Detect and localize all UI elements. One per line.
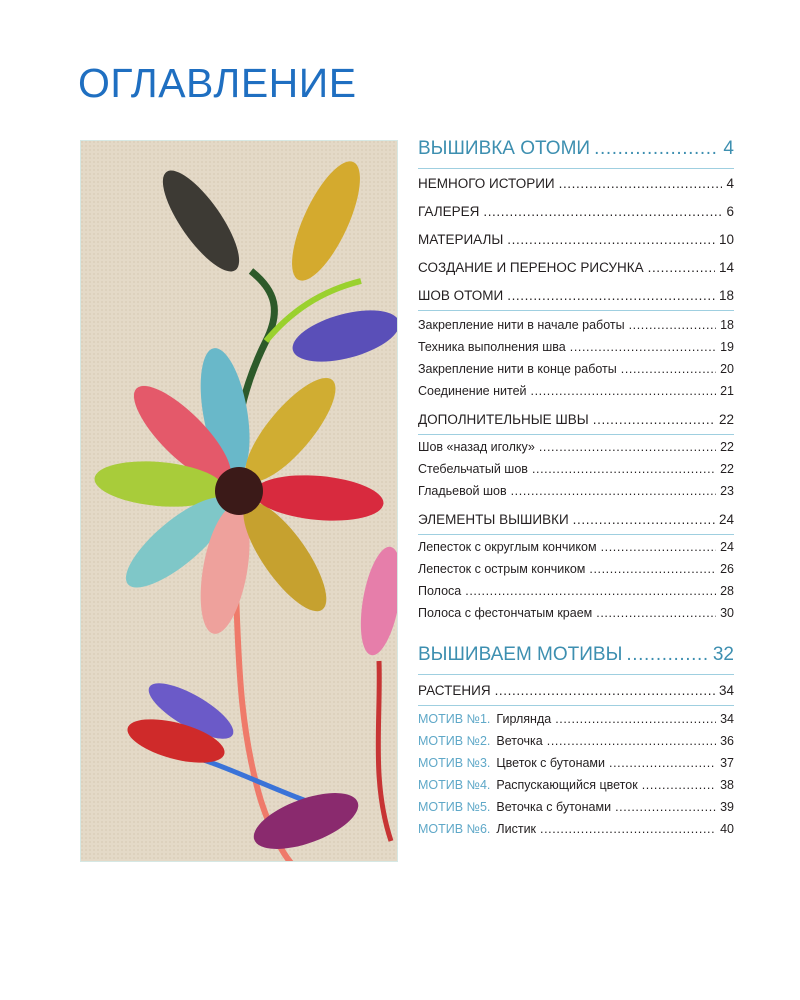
motif-number: МОТИВ №2.	[418, 734, 491, 748]
toc-page-number: 30	[720, 606, 734, 620]
toc-title: МАТЕРИАЛЫ	[418, 232, 504, 247]
toc-subsection[interactable]	[418, 683, 734, 698]
toc-subsection[interactable]	[418, 176, 734, 191]
toc-title: Закрепление нити в начале работы	[418, 318, 625, 332]
toc-page-number: 22	[720, 462, 734, 476]
toc-page-number: 34	[718, 683, 734, 698]
toc-title: Гладьевой шов	[418, 484, 507, 498]
dot-leader	[573, 512, 715, 527]
toc-page-number: 18	[720, 318, 734, 332]
dot-leader	[609, 756, 716, 770]
toc-item[interactable]	[418, 440, 734, 454]
toc-title: Лепесток с округлым кончиком	[418, 540, 597, 554]
divider	[418, 310, 734, 311]
toc-page-number: 22	[718, 412, 734, 427]
toc-page-number: 18	[718, 288, 734, 303]
toc-page-number: 23	[720, 484, 734, 498]
dot-leader	[601, 540, 717, 554]
toc-title: Гирлянда	[496, 712, 552, 726]
toc-item[interactable]	[418, 606, 734, 620]
dot-leader	[589, 562, 716, 576]
toc-title: Распускающийся цветок	[496, 778, 638, 792]
dot-leader	[495, 683, 715, 698]
dot-leader	[621, 362, 716, 376]
toc-page-number: 40	[720, 822, 734, 836]
toc-page-number: 24	[718, 512, 734, 527]
embroidery-illustration	[80, 140, 398, 862]
motif-number: МОТИВ №5.	[418, 800, 491, 814]
motif-number: МОТИВ №1.	[418, 712, 491, 726]
toc-title: Стебельчатый шов	[418, 462, 528, 476]
dot-leader	[596, 606, 716, 620]
dot-leader	[593, 412, 715, 427]
toc-title: СОЗДАНИЕ И ПЕРЕНОС РИСУНКА	[418, 260, 644, 275]
toc-page-number: 24	[720, 540, 734, 554]
toc-title: Техника выполнения шва	[418, 340, 566, 354]
toc-page-number: 39	[720, 800, 734, 814]
dot-leader	[559, 176, 723, 191]
motif-number: МОТИВ №4.	[418, 778, 491, 792]
toc-title: Веточка с бутонами	[496, 800, 612, 814]
toc-page-number: 6	[726, 204, 734, 219]
toc-page-number: 21	[720, 384, 734, 398]
dot-leader	[547, 734, 716, 748]
toc-page-number: 26	[720, 562, 734, 576]
toc-page-number: 32	[712, 644, 734, 665]
divider	[418, 674, 734, 675]
divider	[418, 705, 734, 706]
toc-item[interactable]	[418, 384, 734, 398]
dot-leader	[511, 484, 716, 498]
toc-title: ВЫШИВАЕМ МОТИВЫ	[418, 644, 623, 665]
toc-title: ВЫШИВКА ОТОМИ	[418, 138, 591, 159]
motif-number: МОТИВ №3.	[418, 756, 491, 770]
dot-leader	[594, 138, 719, 160]
dot-leader	[507, 232, 715, 247]
toc-page-number: 37	[720, 756, 734, 770]
toc-page-number: 36	[720, 734, 734, 748]
toc-subsection[interactable]	[418, 232, 734, 247]
toc-item[interactable]	[418, 756, 734, 770]
toc-page-number: 20	[720, 362, 734, 376]
toc-subsection[interactable]	[418, 512, 734, 527]
dot-leader	[465, 584, 716, 598]
toc-item[interactable]	[418, 362, 734, 376]
toc-title: Закрепление нити в конце работы	[418, 362, 617, 376]
dot-leader	[648, 260, 715, 275]
toc-page-number: 38	[720, 778, 734, 792]
toc-title: Полоса	[418, 584, 462, 598]
dot-leader	[507, 288, 715, 303]
toc-item[interactable]	[418, 462, 734, 476]
toc-page-number: 19	[720, 340, 734, 354]
motif-number: МОТИВ №6.	[418, 822, 491, 836]
divider	[418, 434, 734, 435]
dot-leader	[539, 440, 716, 454]
toc-page-number: 34	[720, 712, 734, 726]
toc-title: Лепесток с острым кончиком	[418, 562, 586, 576]
toc-item[interactable]	[418, 778, 734, 792]
toc-item[interactable]	[418, 822, 734, 836]
toc-section[interactable]	[418, 644, 734, 666]
dot-leader	[483, 204, 722, 219]
dot-leader	[629, 318, 717, 332]
toc-title: Цветок с бутонами	[496, 756, 605, 770]
toc-title: ШОВ ОТОМИ	[418, 288, 504, 303]
toc-item[interactable]	[418, 318, 734, 332]
toc-subsection[interactable]	[418, 412, 734, 427]
toc-subsection[interactable]	[418, 260, 734, 275]
divider	[418, 168, 734, 169]
toc-item[interactable]	[418, 540, 734, 554]
toc-title: Соединение нитей	[418, 384, 527, 398]
toc-page-number: 28	[720, 584, 734, 598]
toc-title: Шов «назад иголку»	[418, 440, 535, 454]
toc-title: ДОПОЛНИТЕЛЬНЫЕ ШВЫ	[418, 412, 589, 427]
toc-page-number: 4	[723, 138, 734, 159]
dot-leader	[615, 800, 716, 814]
toc-page-number: 14	[718, 260, 734, 275]
toc-section[interactable]	[418, 138, 734, 160]
toc-item[interactable]	[418, 562, 734, 576]
dot-leader	[570, 340, 716, 354]
dot-leader	[626, 644, 708, 666]
toc-title: Полоса с фестончатым краем	[418, 606, 593, 620]
toc-title: НЕМНОГО ИСТОРИИ	[418, 176, 555, 191]
toc-title: ЭЛЕМЕНТЫ ВЫШИВКИ	[418, 512, 569, 527]
toc-item[interactable]	[418, 712, 734, 726]
dot-leader	[642, 778, 716, 792]
dot-leader	[531, 384, 717, 398]
toc-page-number: 22	[720, 440, 734, 454]
toc-title: Веточка	[496, 734, 543, 748]
toc-item[interactable]	[418, 340, 734, 354]
embroidery-flower-image	[81, 141, 398, 862]
toc-page-number: 10	[718, 232, 734, 247]
toc-title: Листик	[496, 822, 537, 836]
toc-item[interactable]	[418, 584, 734, 598]
page-title: ОГЛАВЛЕНИЕ	[78, 60, 357, 106]
dot-leader	[555, 712, 716, 726]
toc-title: ГАЛЕРЕЯ	[418, 204, 480, 219]
toc-page-number: 4	[726, 176, 734, 191]
toc-item[interactable]	[418, 800, 734, 814]
toc-item[interactable]	[418, 734, 734, 748]
toc-subsection[interactable]	[418, 204, 734, 219]
dot-leader	[540, 822, 716, 836]
divider	[418, 534, 734, 535]
dot-leader	[532, 462, 716, 476]
toc-title: РАСТЕНИЯ	[418, 683, 491, 698]
toc-subsection[interactable]	[418, 288, 734, 303]
toc-item[interactable]	[418, 484, 734, 498]
